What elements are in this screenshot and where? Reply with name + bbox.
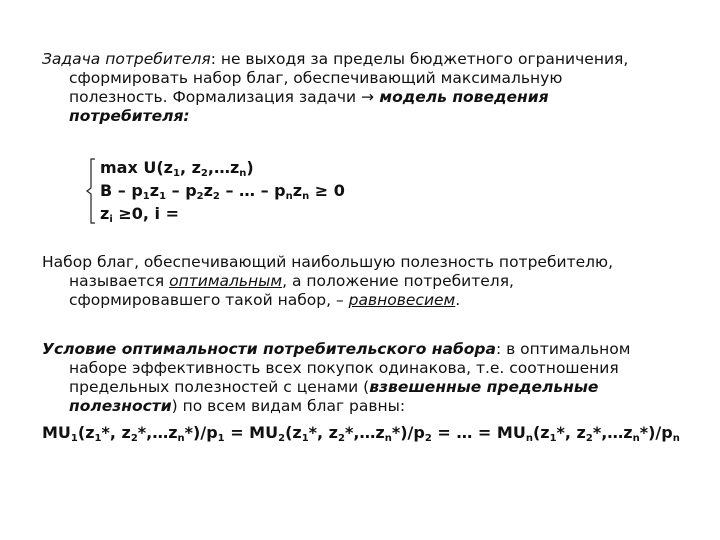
left-brace-icon: [86, 158, 96, 224]
p2-line-1: Набор благ, обеспечивающий наибольшую полезность потребителю,: [42, 253, 614, 271]
optimization-system: [100, 156, 345, 225]
optimality-condition-term: Условие оптимальности потребительского набора: [42, 340, 496, 358]
equilibrium-term: равновесием: [348, 291, 456, 309]
arrow-right-icon: →: [361, 88, 375, 106]
p3-line-4: полезности) по всем видам благ равны:: [69, 397, 406, 415]
consumer-task-paragraph: [42, 50, 682, 126]
consumer-task-term: Задача потребителя: [42, 50, 211, 68]
p3-line-1: Условие оптимальности потребительского набора: в оптимальном: [42, 340, 631, 358]
p3-line-3: предельных полезностей с ценами (взвешенные предельные: [69, 378, 599, 396]
p3-line-2: наборе эффективность всех покупок одинакова, т.е. соотношения: [69, 359, 619, 377]
behavior-model-term: модель поведения: [374, 88, 549, 106]
p1-line-1: [42, 50, 682, 69]
weighted-utilities-term: взвешенные предельные: [369, 378, 599, 396]
p1-line-4: потребителя:: [69, 107, 190, 125]
p1-line-1-text: : не выходя за пределы бюджетного ограничения,: [210, 50, 629, 68]
p2-line-2: называется оптимальным, а положение потребителя,: [69, 272, 514, 290]
p1-line-3-text: полезность. Формализация задачи: [69, 88, 362, 106]
p1-line-2: сформировать набор благ, обеспечивающий максимальную: [69, 69, 563, 87]
p1-line-3: [42, 88, 682, 107]
equimarginal-formula: $MU_1(z_1*$, $z_2*,\dots z_n*)/p_1 = MU_2(z_1*$, $z_2*,\dots z_n*)/p_2$ = … = $MU_n(z_1*$, $z_2*,\dots z_n*)/p_n$: [42, 423, 680, 444]
optimality-condition-paragraph: [42, 340, 682, 416]
weighted-utilities-term-cont: полезности: [69, 397, 172, 415]
objective-function: $\max U(z_1$, $z_2,\dots z_n$): [100, 158, 254, 179]
optimal-set-paragraph: [42, 253, 682, 310]
p2-line-3: сформировавшего такой набор, – равновесием.: [69, 291, 461, 309]
nonnegativity-constraint: $z_i \ge 0$, i =: [100, 204, 179, 225]
optimal-term: оптимальным: [169, 272, 283, 290]
budget-constraint: B – $p_1z_1 - p_2z_2$ – … – $p_nz_n \ge 0$: [100, 181, 345, 202]
